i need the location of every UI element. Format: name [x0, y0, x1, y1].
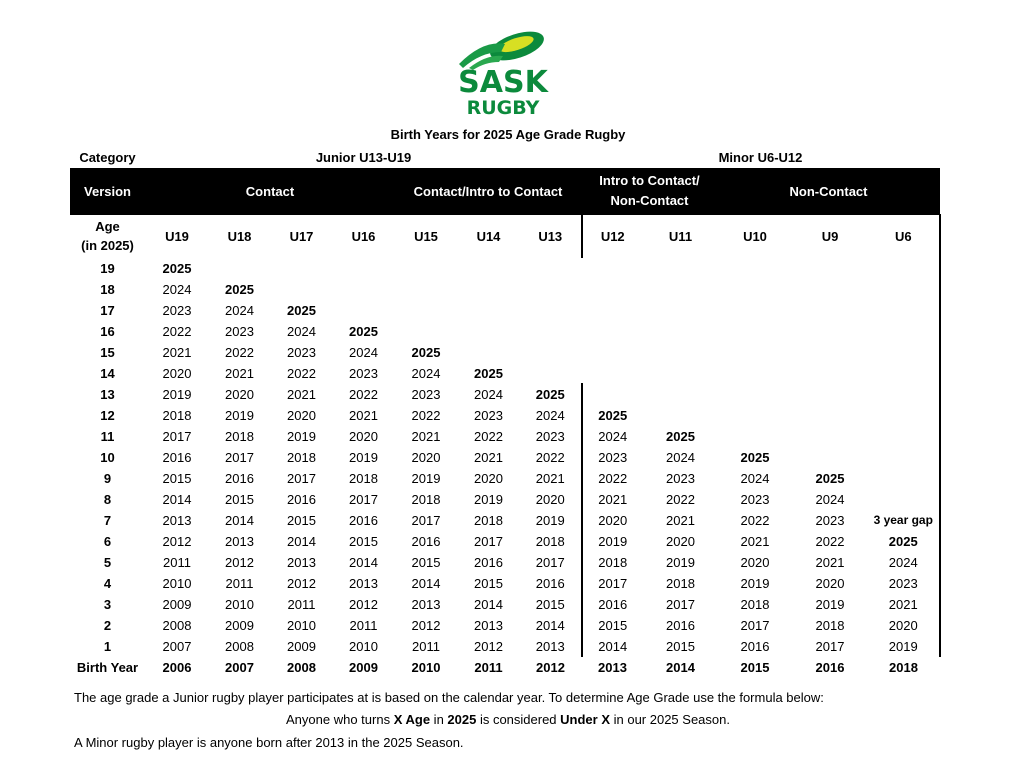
- table-cell: 2022: [287, 365, 316, 381]
- table-cell: 2017: [474, 533, 503, 549]
- table-cell: 2018: [598, 554, 628, 570]
- logo-line1: SASK: [458, 65, 548, 100]
- table-cell: 2014: [474, 596, 503, 612]
- column-header-u12: U12: [600, 228, 625, 244]
- table-cell: 2025: [740, 449, 770, 465]
- table-cell: 2022: [162, 323, 192, 339]
- table-row: [70, 531, 940, 552]
- table-cell: 2020: [598, 512, 628, 528]
- table-cell: 2014: [287, 533, 316, 549]
- table-cell: 2022: [225, 344, 254, 360]
- table-cell: 2024: [474, 386, 503, 402]
- column-header-u14: U14: [476, 228, 501, 244]
- birth-year-row: [70, 657, 940, 678]
- row-age-label: 16: [100, 323, 115, 339]
- table-cell: 2019: [474, 491, 503, 507]
- category-minor: Minor U6-U12: [718, 149, 803, 165]
- formula-text-e: is considered: [476, 712, 561, 727]
- birth-year-cell: 2014: [666, 659, 695, 675]
- empty-area: [458, 342, 940, 363]
- table-row: [70, 447, 940, 468]
- table-cell: 2018: [740, 596, 770, 612]
- table-cell: 2022: [740, 512, 770, 528]
- table-cell: 2019: [225, 407, 254, 423]
- table-cell: 2025: [815, 470, 845, 486]
- version-contact: Contact: [146, 168, 395, 215]
- table-cell: 2014: [520, 615, 582, 636]
- table-cell: 2020: [666, 533, 695, 549]
- version-row: [70, 168, 940, 215]
- table-cell: 2022: [598, 470, 628, 486]
- table-cell: 2017: [162, 428, 192, 444]
- table-cell: 2016: [598, 596, 628, 612]
- table-cell: 2007: [162, 638, 192, 654]
- table-cell: 2016: [666, 617, 695, 633]
- table-cell: 2013: [349, 575, 378, 591]
- age-label: [70, 215, 146, 258]
- table-cell: 2019: [162, 386, 192, 402]
- table-cell: 2010: [225, 596, 254, 612]
- row-age-label: 14: [100, 365, 115, 381]
- table-cell: 2023: [474, 407, 503, 423]
- table-cell: 2015: [162, 470, 192, 486]
- table-cell: 2024: [225, 302, 254, 318]
- table-cell: 2024: [815, 491, 845, 507]
- table-cell: 2024: [349, 344, 378, 360]
- table-cell: 2023: [815, 512, 845, 528]
- table-cell: 2023: [411, 386, 441, 402]
- empty-area: [793, 447, 940, 468]
- row-age-label: 19: [100, 260, 115, 276]
- table-cell: 2015: [598, 617, 628, 633]
- birth-year-cell: 2006: [162, 659, 192, 675]
- table-cell: 2008: [225, 638, 254, 654]
- table-row: [70, 615, 940, 636]
- table-cell: 2018: [349, 470, 378, 486]
- version-contact-intro: Contact/Intro to Contact: [395, 168, 582, 215]
- table-cell: 2014: [225, 512, 254, 528]
- column-header-u10: U10: [743, 228, 767, 244]
- table-cell: 2012: [225, 554, 254, 570]
- table-cell: 2013: [520, 636, 582, 657]
- birth-year-label: Birth Year: [76, 659, 139, 675]
- column-header-u9: U9: [821, 228, 839, 244]
- table-cell: 2022: [520, 447, 582, 468]
- column-header-u6: U6: [868, 215, 940, 258]
- page-title: Birth Years for 2025 Age Grade Rugby: [390, 127, 626, 142]
- row-age-label: 7: [103, 512, 112, 528]
- table-cell: 2024: [520, 405, 582, 426]
- empty-area: [271, 279, 940, 300]
- table-cell: 2012: [287, 575, 316, 591]
- table-row: [70, 594, 940, 615]
- column-header-u15: U15: [414, 228, 438, 244]
- table-cell: 2011: [349, 617, 378, 633]
- table-cell: 2015: [411, 554, 441, 570]
- row-age-label: 12: [100, 407, 115, 423]
- table-row: [70, 279, 940, 300]
- table-cell: 2016: [225, 470, 254, 486]
- table-cell: 2020: [287, 407, 316, 423]
- table-row: [70, 405, 940, 426]
- row-age-label: 4: [103, 575, 112, 591]
- table-cell: 2016: [474, 554, 503, 570]
- table-cell: 2025: [666, 428, 695, 444]
- row-age-label: 9: [103, 470, 112, 486]
- table-cell: 2013: [411, 596, 441, 612]
- empty-area: [582, 384, 940, 405]
- table-cell: 2024: [162, 281, 192, 297]
- column-header-u16: U16: [351, 228, 376, 244]
- table-row: [70, 342, 940, 363]
- table-cell: 2017: [411, 512, 441, 528]
- table-cell: 2011: [225, 575, 254, 591]
- table-cell: 2025: [225, 281, 254, 297]
- empty-area: [644, 405, 940, 426]
- column-header-u18: U18: [227, 228, 252, 244]
- age-header-row: [70, 215, 940, 258]
- table-cell: 2025: [349, 323, 378, 339]
- table-cell: 2021: [474, 449, 503, 465]
- table-cell: 2021: [520, 468, 582, 489]
- table-cell: 2020: [162, 365, 192, 381]
- version-label: Version: [70, 168, 146, 215]
- table-cell: 2012: [474, 638, 503, 654]
- table-cell: 2023: [666, 470, 695, 486]
- row-age-label: 10: [100, 449, 115, 465]
- table-cell: 2022: [474, 428, 503, 444]
- table-cell: 2015: [349, 533, 378, 549]
- empty-area: [395, 321, 940, 342]
- empty-area: [520, 363, 940, 384]
- table-cell: 2019: [349, 449, 378, 465]
- birth-year-table: [69, 146, 941, 678]
- birth-year-cell: 2012: [536, 659, 565, 675]
- formula-text-a: Anyone who turns: [286, 712, 394, 727]
- table-cell: 2025: [520, 384, 582, 405]
- table-cell: 2014: [598, 638, 628, 654]
- table-cell: 2021: [349, 407, 378, 423]
- category-label: Category: [79, 149, 136, 165]
- birth-year-cell: 2013: [598, 659, 627, 675]
- table-cell: 2009: [162, 596, 192, 612]
- table-cell: 2017: [598, 575, 628, 591]
- table-cell: 2016: [520, 573, 582, 594]
- version-intro-non-contact: [582, 168, 718, 215]
- table-cell: 2020: [474, 470, 503, 486]
- table-cell: 2020: [349, 428, 378, 444]
- logo-line2: RUGBY: [466, 97, 540, 118]
- table-cell: 2023: [598, 449, 628, 465]
- table-cell: 2019: [868, 636, 940, 657]
- row-age-label: 15: [100, 344, 115, 360]
- table-cell: 2021: [815, 554, 845, 570]
- table-cell: 2011: [163, 554, 191, 570]
- table-cell: 2010: [349, 638, 378, 654]
- row-age-label: 1: [103, 638, 112, 654]
- table-row: [70, 468, 940, 489]
- table-cell: 2018: [520, 531, 582, 552]
- table-row: [70, 552, 940, 573]
- table-cell: 2022: [411, 407, 441, 423]
- table-cell: 2020: [520, 489, 582, 510]
- column-header-u13: U13: [520, 215, 582, 258]
- table-cell: 2013: [225, 533, 254, 549]
- table-cell: 2019: [520, 510, 582, 531]
- table-cell: 2024: [411, 365, 441, 381]
- table-cell: 2017: [520, 552, 582, 573]
- table-cell: 2017: [666, 596, 695, 612]
- row-age-label: 3: [103, 596, 112, 612]
- table-cell: 2015: [287, 512, 316, 528]
- table-cell: 2019: [815, 596, 845, 612]
- table-cell: 2018: [287, 449, 316, 465]
- row-age-label: 6: [103, 533, 112, 549]
- birth-year-cell: 2008: [287, 659, 316, 675]
- formula-x-age: X Age: [393, 712, 431, 727]
- table-cell: 2019: [287, 428, 316, 444]
- table-cell: 2019: [598, 533, 628, 549]
- table-cell: 2017: [815, 638, 845, 654]
- age-label-line2: (in 2025): [81, 238, 134, 253]
- table-cell: 2020: [411, 449, 441, 465]
- table-cell: 2024: [666, 449, 695, 465]
- table-cell: 2023: [868, 573, 940, 594]
- row-age-label: 5: [103, 554, 112, 570]
- birth-year-cell: 2007: [225, 659, 254, 675]
- birth-year-cell: 2016: [815, 659, 845, 675]
- row-age-label: 2: [103, 617, 112, 633]
- table-row: [70, 510, 940, 531]
- table-cell: 2018: [474, 512, 503, 528]
- empty-area: [718, 426, 940, 447]
- table-cell: 2019: [740, 575, 770, 591]
- row-age-label: 8: [103, 491, 112, 507]
- column-header-u11: U11: [668, 228, 693, 244]
- table-cell: 2017: [349, 491, 378, 507]
- empty-area: [868, 468, 940, 489]
- row-age-label: 17: [100, 302, 115, 318]
- table-cell: 2015: [225, 491, 254, 507]
- version-intro-line1: Intro to Contact/: [599, 173, 700, 188]
- table-cell: 2024: [287, 323, 316, 339]
- table-cell: 2015: [520, 594, 582, 615]
- version-intro-line2: Non-Contact: [610, 193, 689, 208]
- table-cell: 2017: [225, 449, 254, 465]
- table-cell: 2024: [868, 552, 940, 573]
- table-cell: 2021: [411, 428, 441, 444]
- table-cell: 2021: [598, 491, 628, 507]
- table-cell: 2016: [287, 491, 316, 507]
- table-cell: 2014: [411, 575, 441, 591]
- row-age-label: 18: [100, 281, 115, 297]
- table-cell: 2010: [287, 617, 316, 633]
- version-non-contact: Non-Contact: [718, 168, 940, 215]
- table-row: [70, 573, 940, 594]
- table-cell: 2025: [411, 344, 441, 360]
- table-cell: 2018: [815, 617, 845, 633]
- category-row: [70, 147, 940, 168]
- table-cell: 2014: [162, 491, 192, 507]
- table-cell: 2015: [474, 575, 503, 591]
- table-cell: 2015: [666, 638, 695, 654]
- table-cell: 2018: [411, 491, 441, 507]
- table-cell: 2023: [162, 302, 192, 318]
- table-cell: 2014: [349, 554, 378, 570]
- birth-year-cell: 2015: [740, 659, 770, 675]
- table-cell: 2013: [162, 512, 192, 528]
- table-cell: 2009: [287, 638, 316, 654]
- column-header-u17: U17: [289, 228, 314, 244]
- table-cell: 2013: [474, 617, 503, 633]
- note-age-grade: The age grade a Junior rugby player participates at is based on the calendar year. To determine Age Grade use the formula below:: [74, 690, 824, 705]
- formula-year: 2025: [447, 712, 477, 727]
- table-cell: 2023: [349, 365, 378, 381]
- table-cell: 2021: [162, 344, 192, 360]
- column-header-u19: U19: [165, 228, 189, 244]
- category-junior: Junior U13-U19: [315, 149, 412, 165]
- table-cell: 2023: [520, 426, 582, 447]
- table-cell: 2025: [287, 302, 316, 318]
- table-row: [70, 258, 940, 279]
- table-row: [70, 636, 940, 657]
- table-cell: 2024: [598, 428, 628, 444]
- table-cell: 2021: [666, 512, 695, 528]
- table-row: [70, 321, 940, 342]
- sask-rugby-logo: [455, 26, 551, 118]
- table-row: [70, 300, 940, 321]
- row-age-label: 11: [100, 428, 115, 444]
- table-cell: 2020: [740, 554, 770, 570]
- table-cell: 2008: [162, 617, 192, 633]
- table-cell: 2021: [287, 386, 316, 402]
- table-cell: 2019: [666, 554, 695, 570]
- empty-area: [333, 300, 940, 321]
- table-cell: 2018: [225, 428, 254, 444]
- table-row: [70, 384, 940, 405]
- formula-text-c: in: [430, 712, 448, 727]
- table-row: [70, 363, 940, 384]
- birth-year-cell: 2011: [474, 659, 503, 675]
- table-cell: 3 year gap: [868, 510, 940, 531]
- table-cell: 2021: [225, 365, 254, 381]
- table-row: [70, 426, 940, 447]
- birth-year-cell: 2009: [349, 659, 378, 675]
- table-row: [70, 489, 940, 510]
- formula-text-g: in our 2025 Season.: [610, 712, 730, 727]
- table-cell: 2016: [411, 533, 441, 549]
- table-cell: 2025: [598, 407, 628, 423]
- table-cell: 2023: [225, 323, 254, 339]
- table-cell: 2022: [815, 533, 845, 549]
- table-cell: 2009: [225, 617, 254, 633]
- table-cell: 2012: [349, 596, 378, 612]
- table-cell: 2010: [162, 575, 192, 591]
- note-formula: [0, 712, 1016, 727]
- table-cell: 2020: [225, 386, 254, 402]
- table-cell: 2021: [868, 594, 940, 615]
- table-cell: 2012: [411, 617, 441, 633]
- table-cell: 2011: [287, 596, 316, 612]
- table-cell: 2025: [162, 260, 192, 276]
- table-cell: 2022: [349, 386, 378, 402]
- age-label-line1: Age: [95, 219, 120, 234]
- empty-area: [868, 489, 940, 510]
- formula-under-x: Under X: [560, 712, 610, 727]
- table-cell: 2016: [349, 512, 378, 528]
- birth-year-cell: 2010: [411, 659, 441, 675]
- table-cell: 2025: [868, 531, 940, 552]
- note-minor: A Minor rugby player is anyone born after 2013 in the 2025 Season.: [74, 735, 464, 750]
- table-cell: 2022: [666, 491, 695, 507]
- table-cell: 2020: [815, 575, 845, 591]
- table-cell: 2017: [740, 617, 770, 633]
- empty-area: [209, 258, 940, 279]
- table-cell: 2024: [740, 470, 770, 486]
- table-cell: 2018: [162, 407, 192, 423]
- table-cell: 2020: [868, 615, 940, 636]
- table-cell: 2013: [287, 554, 316, 570]
- table-cell: 2012: [162, 533, 192, 549]
- table-cell: 2023: [287, 344, 316, 360]
- table-cell: 2023: [740, 491, 770, 507]
- table-cell: 2019: [411, 470, 441, 486]
- birth-year-cell: 2018: [889, 659, 918, 675]
- table-cell: 2018: [666, 575, 695, 591]
- table-cell: 2011: [412, 638, 440, 654]
- table-cell: 2016: [162, 449, 192, 465]
- table-cell: 2016: [740, 638, 770, 654]
- table-cell: 2021: [740, 533, 770, 549]
- table-cell: 2025: [474, 365, 503, 381]
- table-cell: 2017: [287, 470, 316, 486]
- row-age-label: 13: [100, 386, 115, 402]
